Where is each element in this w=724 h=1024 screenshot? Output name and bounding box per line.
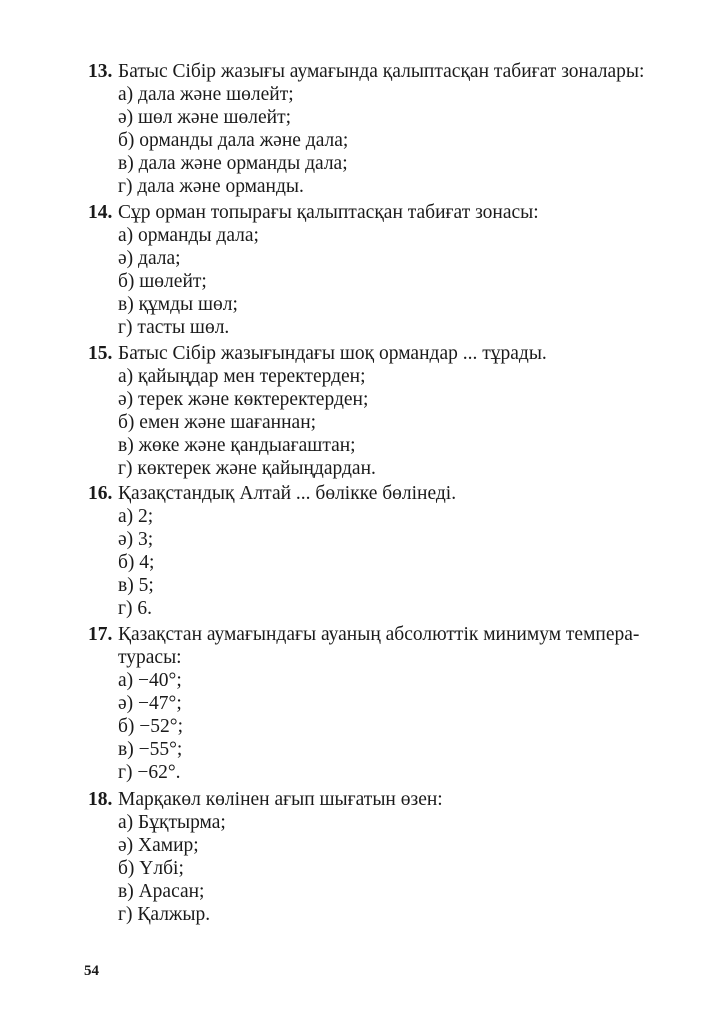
answer-option: а) −40°; (118, 670, 182, 691)
question-15 (88, 342, 688, 480)
question-text: Батыс Сібір жазығындағы шоқ ормандар ... тұрады. (118, 343, 547, 364)
question-17 (88, 623, 688, 784)
answer-option: г) дала және орманды. (118, 176, 304, 197)
answer-options (88, 811, 688, 926)
answer-option: ә) терек және көктеректерден; (118, 389, 369, 410)
answer-option: в) Арасан; (118, 881, 205, 902)
question-18 (88, 788, 688, 926)
answer-option: в) дала және орманды дала; (118, 153, 348, 174)
answer-option: г) тасты шөл. (118, 317, 230, 338)
question-13 (88, 60, 688, 198)
question-number: 18. (88, 789, 113, 810)
answer-option: в) −55°; (118, 739, 183, 760)
answer-option: б) Үлбі; (118, 858, 184, 879)
answer-option: б) орманды дала және дала; (118, 130, 349, 151)
page-number: 54 (84, 963, 99, 979)
answer-option: ә) −47°; (118, 693, 182, 714)
answer-option: в) 5; (118, 575, 154, 596)
question-number: 17. (88, 624, 113, 645)
question-text: Қазақстан аумағындағы ауаның абсолюттік минимум темпера- (118, 624, 640, 645)
answer-option: в) жөке және қандыағаштан; (118, 435, 356, 456)
answer-option: а) орманды дала; (118, 225, 259, 246)
answer-option: г) 6. (118, 598, 152, 619)
question-number: 15. (88, 343, 113, 364)
answer-option: ә) шөл және шөлейт; (118, 107, 292, 128)
answer-option: г) Қалжыр. (118, 904, 211, 925)
answer-option: ә) Хамир; (118, 835, 199, 856)
answer-option: а) 2; (118, 506, 154, 527)
question-number: 13. (88, 61, 113, 82)
question-16 (88, 482, 688, 620)
question-text: Қазақстандық Алтай ... бөлікке бөлінеді. (118, 483, 457, 504)
answer-options (88, 669, 688, 784)
answer-option: б) −52°; (118, 716, 184, 737)
answer-option: б) шөлейт; (118, 271, 207, 292)
question-number: 16. (88, 483, 113, 504)
answer-options (88, 83, 688, 198)
question-14 (88, 201, 688, 339)
question-text: Батыс Сібір жазығы аумағында қалыптасқан табиғат зоналары: (118, 61, 645, 82)
answer-options (88, 365, 688, 480)
answer-option: г) көктерек және қайыңдардан. (118, 458, 376, 479)
answer-option: ә) 3; (118, 529, 154, 550)
answer-option: в) құмды шөл; (118, 294, 238, 315)
question-text: Марқакөл көлінен ағып шығатын өзен: (118, 789, 443, 810)
answer-options (88, 505, 688, 620)
answer-option: а) қайыңдар мен теректерден; (118, 366, 366, 387)
answer-option: б) 4; (118, 552, 155, 573)
answer-option: а) Бұқтырма; (118, 812, 226, 833)
question-text-continuation: турасы: (118, 647, 182, 668)
answer-option: а) дала және шөлейт; (118, 84, 294, 105)
answer-option: б) емен және шағаннан; (118, 412, 317, 433)
question-text: Сұр орман топырағы қалыптасқан табиғат зонасы: (118, 202, 539, 223)
answer-option: г) −62°. (118, 762, 181, 783)
question-number: 14. (88, 202, 113, 223)
answer-option: ә) дала; (118, 248, 181, 269)
answer-options (88, 224, 688, 339)
